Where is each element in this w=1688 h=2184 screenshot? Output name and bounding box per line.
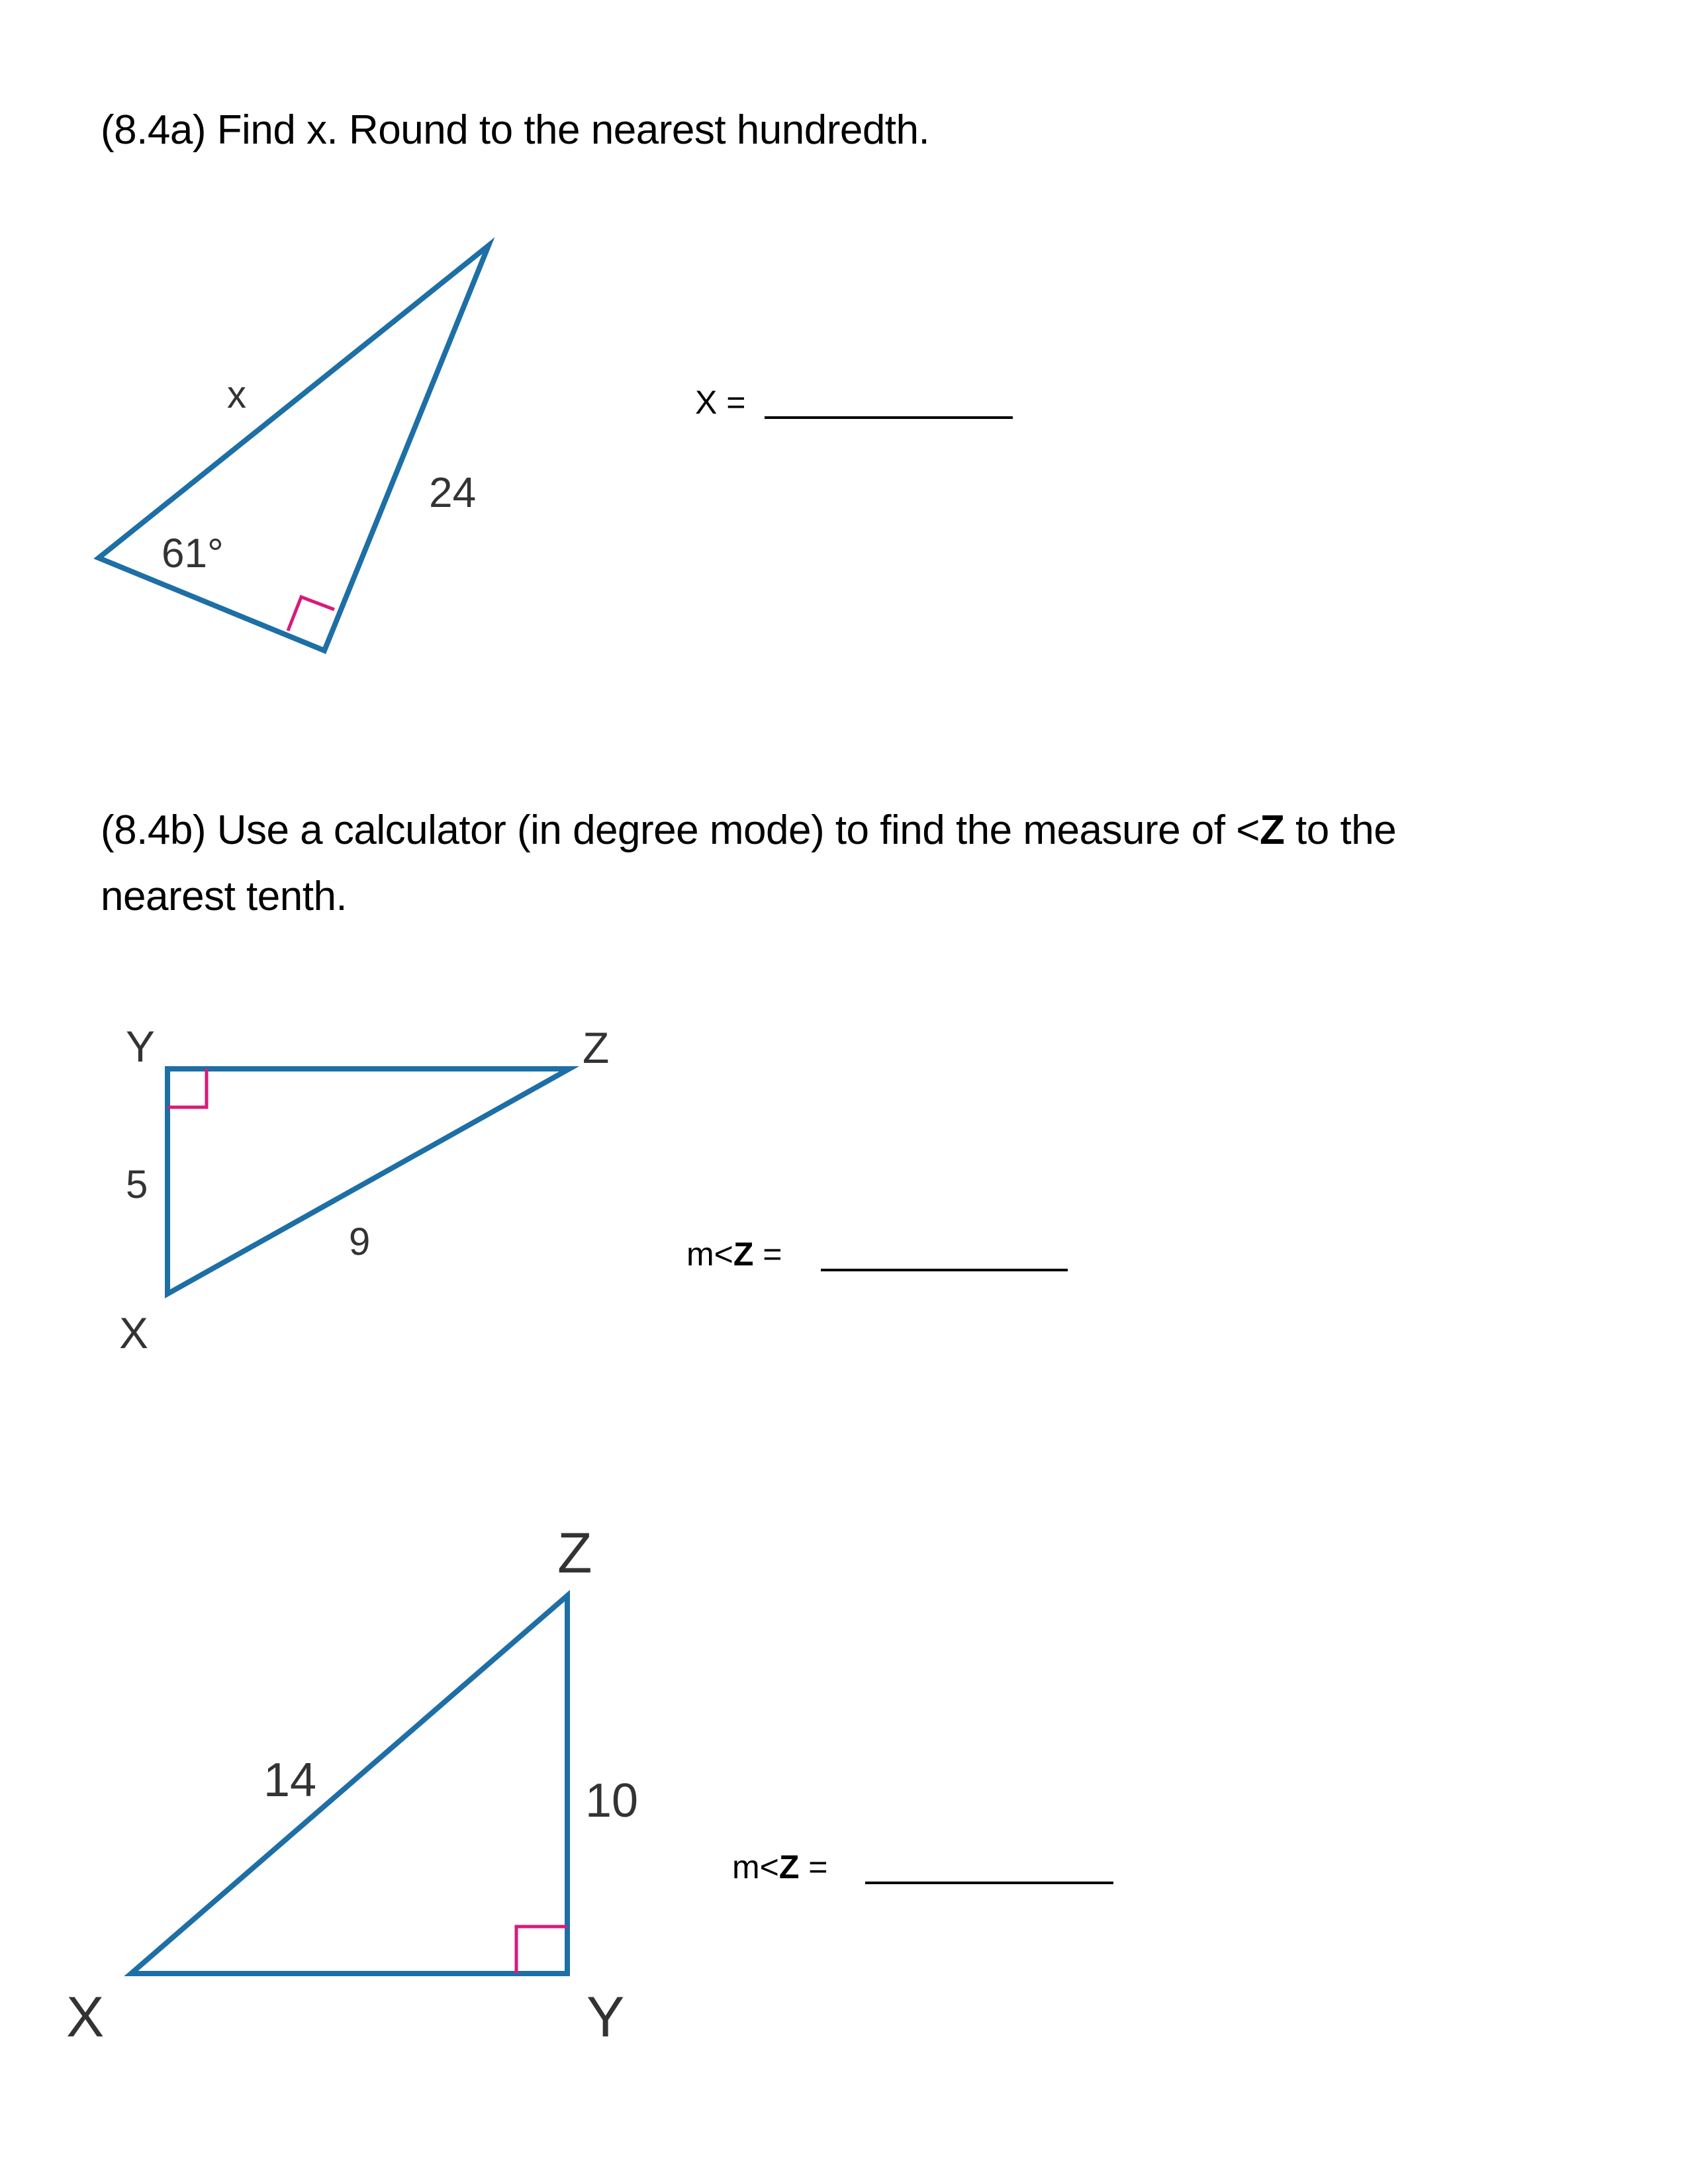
question-a-title: (8.4a) Find x. Round to the nearest hundredth.	[101, 107, 930, 153]
right-angle-marker-b2	[516, 1927, 567, 1974]
vertex-label-y: Y	[126, 1022, 156, 1071]
triangle-b2-outline	[131, 1596, 567, 1974]
side-label-5: 5	[126, 1162, 148, 1206]
side-label-14: 14	[263, 1754, 317, 1807]
label-24: 24	[429, 469, 477, 516]
label-61-degrees: 61°	[162, 531, 224, 576]
answer-b2-blank[interactable]	[865, 1882, 1113, 1884]
vertex-label-x: X	[119, 1308, 149, 1357]
side-label-10: 10	[585, 1774, 639, 1827]
answer-b1-label: m<Z =	[686, 1236, 782, 1273]
vertex-label-z: Z	[583, 1023, 610, 1072]
label-x: x	[227, 373, 246, 416]
answer-b2-label: m<Z =	[732, 1848, 828, 1886]
side-label-9: 9	[349, 1220, 371, 1263]
question-b-title-line1: (8.4b) Use a calculator (in degree mode) to find the measure of <Z to the	[101, 807, 1397, 853]
vertex-label-z: Z	[557, 1522, 592, 1585]
vertex-label-x: X	[66, 1985, 105, 2049]
vertex-label-y: Y	[586, 1985, 625, 2049]
answer-a-label: X =	[695, 384, 746, 421]
question-b-title-line2: nearest tenth.	[101, 874, 348, 919]
